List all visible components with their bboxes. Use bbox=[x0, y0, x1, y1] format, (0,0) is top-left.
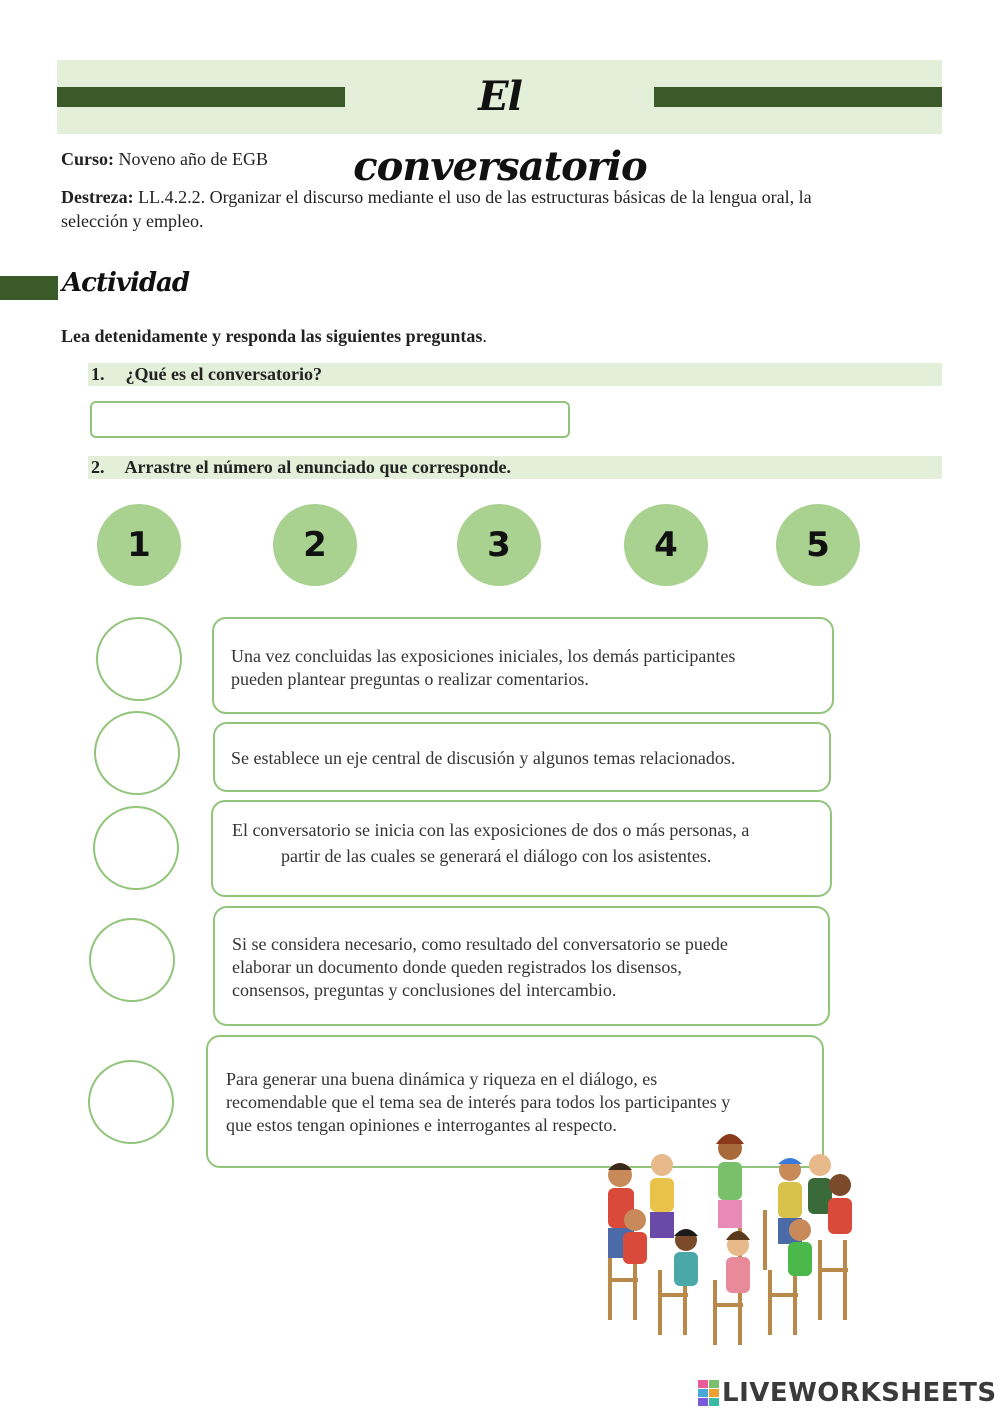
curso-line bbox=[61, 147, 268, 171]
statement-4 bbox=[213, 906, 830, 1026]
statement-3 bbox=[211, 800, 832, 897]
statement-3-line-1: El conversatorio se inicia con las exposiciones de dos o más personas, a bbox=[232, 820, 750, 840]
drag-number-4[interactable]: 4 bbox=[624, 504, 708, 586]
liveworksheets-logo-text: LIVEWORKSHEETS bbox=[722, 1378, 997, 1408]
question-2-number: 2. bbox=[91, 457, 105, 477]
destreza-label: Destreza: bbox=[61, 187, 134, 207]
statement-4-line-1: Si se considera necesario, como resultado del conversatorio se puede bbox=[232, 934, 728, 954]
drag-number-2[interactable]: 2 bbox=[273, 504, 357, 586]
question-2 bbox=[88, 456, 942, 479]
drop-target-2[interactable] bbox=[94, 711, 180, 795]
drop-target-5[interactable] bbox=[88, 1060, 174, 1144]
destreza-value: LL.4.2.2. Organizar el discurso mediante el uso de las estructuras básicas de la lengua oral, la bbox=[138, 187, 812, 207]
destreza-line-2 bbox=[61, 209, 203, 233]
drop-target-4[interactable] bbox=[89, 918, 175, 1002]
statement-4-line-2: elaborar un documento donde queden registrados los disensos, bbox=[232, 957, 682, 977]
drop-target-1[interactable] bbox=[96, 617, 182, 701]
statement-3-line-2: partir de las cuales se generará el diálogo con los asistentes. bbox=[281, 846, 712, 866]
liveworksheets-logo bbox=[698, 1378, 997, 1408]
activity-title: Actividad bbox=[62, 268, 190, 298]
curso-label: Curso: bbox=[61, 149, 114, 169]
drag-number-3[interactable]: 3 bbox=[457, 504, 541, 586]
liveworksheets-logo-icon bbox=[698, 1380, 720, 1406]
drag-number-1[interactable]: 1 bbox=[97, 504, 181, 586]
curso-value: Noveno año de EGB bbox=[118, 149, 268, 169]
destreza-value-2: selección y empleo. bbox=[61, 211, 204, 231]
statement-1 bbox=[212, 617, 834, 714]
instruction-text: Lea detenidamente y responda las siguientes preguntas bbox=[61, 326, 483, 346]
statement-2-line-1: Se establece un eje central de discusión y algunos temas relacionados. bbox=[231, 748, 736, 768]
statement-5-line-3: que estos tengan opiniones e interrogantes al respecto. bbox=[226, 1115, 617, 1135]
question-1-text: ¿Qué es el conversatorio? bbox=[125, 364, 322, 384]
statement-2 bbox=[213, 722, 831, 792]
answer-input[interactable] bbox=[90, 401, 570, 438]
statement-4-line-3: consensos, preguntas y conclusiones del intercambio. bbox=[232, 980, 617, 1000]
drag-number-5[interactable]: 5 bbox=[776, 504, 860, 586]
question-1 bbox=[88, 363, 942, 386]
statement-5-line-1: Para generar una buena dinámica y riqueza en el diálogo, es bbox=[226, 1069, 658, 1089]
instruction bbox=[61, 324, 487, 348]
statement-5-line-2: recomendable que el tema sea de interés para todos los participantes y bbox=[226, 1092, 731, 1112]
statement-1-line-2: pueden plantear preguntas o realizar comentarios. bbox=[231, 669, 589, 689]
destreza-line bbox=[61, 185, 941, 209]
activity-bar bbox=[0, 276, 58, 300]
people-in-circle-icon bbox=[590, 1120, 870, 1350]
page-title: El conversatorio bbox=[353, 73, 647, 190]
statement-1-line-1: Una vez concluidas las exposiciones iniciales, los demás participantes bbox=[231, 646, 736, 666]
question-2-text: Arrastre el número al enunciado que corresponde. bbox=[124, 457, 511, 477]
title-bar-right bbox=[654, 87, 942, 107]
question-1-number: 1. bbox=[91, 364, 105, 384]
drop-target-3[interactable] bbox=[93, 806, 179, 890]
title-bar-left bbox=[57, 87, 345, 107]
instruction-period: . bbox=[482, 326, 487, 346]
